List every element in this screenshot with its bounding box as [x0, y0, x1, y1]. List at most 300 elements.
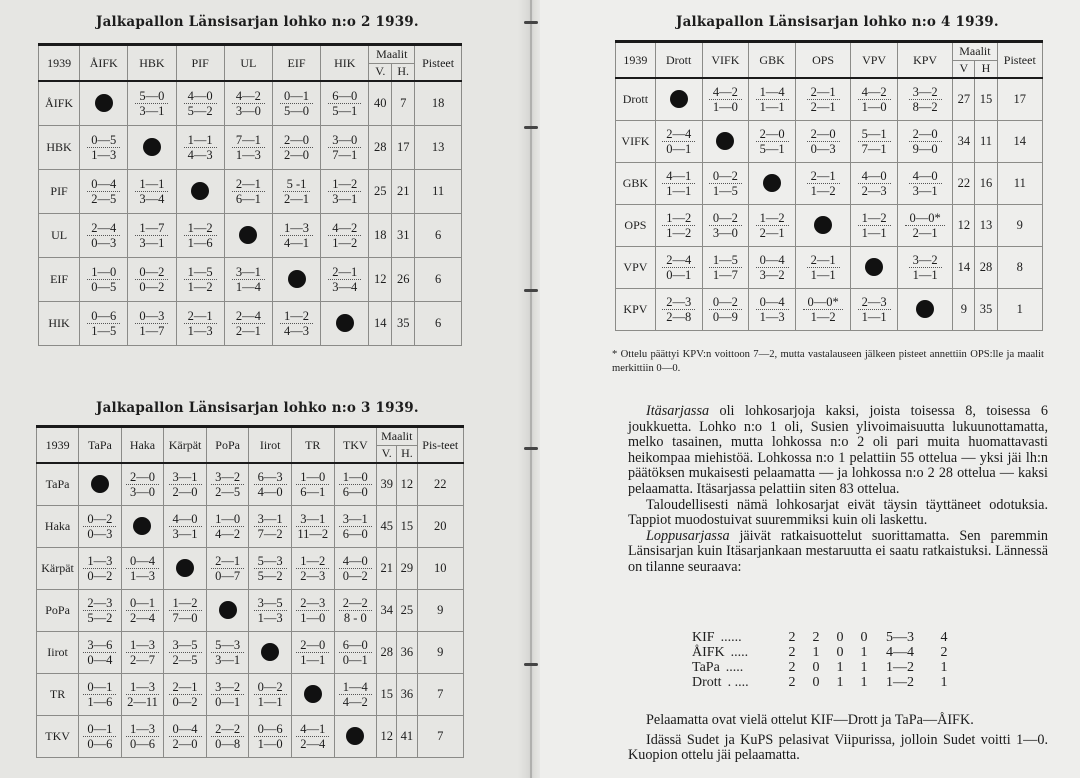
goals-for: 28 — [377, 631, 397, 673]
goals-for-header: V. — [377, 445, 397, 463]
group3-title: Jalkapallon Länsisarjan lohko n:o 3 1939. — [96, 400, 419, 416]
points: 10 — [417, 547, 463, 589]
team-column-header: VPV — [851, 42, 898, 79]
result-cell — [206, 631, 249, 673]
home-score: 0—3 — [135, 309, 168, 324]
result-cell — [176, 213, 224, 257]
home-score: 0—5 — [87, 133, 120, 148]
result-cell — [121, 505, 164, 547]
result-cell — [795, 120, 850, 162]
score-pair — [335, 554, 377, 583]
goals-against: 13 — [975, 204, 997, 246]
score-pair — [177, 309, 224, 338]
points: 6 — [415, 257, 462, 301]
self-match-dot — [143, 138, 161, 156]
score-pair — [164, 596, 206, 625]
goals-for: 15 — [377, 673, 397, 715]
home-score: 1—3 — [280, 221, 313, 236]
score-pair — [851, 211, 897, 240]
home-score: 1—3 — [126, 638, 159, 653]
away-score: 3—1 — [139, 103, 165, 118]
result-cell — [206, 547, 249, 589]
score-pair — [749, 85, 795, 114]
goals-against: 36 — [397, 631, 417, 673]
result-cell — [291, 547, 334, 589]
away-score: 8 - 0 — [343, 610, 367, 625]
result-cell — [334, 673, 377, 715]
team-column-header: ÅIFK — [80, 45, 128, 82]
result-cell — [79, 673, 122, 715]
score-pair — [703, 211, 749, 240]
table-row — [39, 125, 462, 169]
table-row — [39, 301, 462, 345]
binding-mark — [524, 447, 538, 450]
away-score: 2—1 — [284, 191, 310, 206]
self-match-dot — [670, 90, 688, 108]
goals-for: 9 — [953, 288, 975, 330]
home-score: 1—7 — [135, 221, 168, 236]
away-score: 1—5 — [91, 323, 117, 338]
home-score: 2—2 — [339, 596, 372, 611]
team-name: ÅIFK — [692, 645, 725, 660]
row-team-name: HBK — [39, 125, 80, 169]
home-score: 3—6 — [83, 638, 116, 653]
row-team-name: TaPa — [37, 463, 79, 505]
home-score: 2—0 — [126, 470, 159, 485]
result-cell — [655, 162, 702, 204]
away-score: 3—0 — [129, 484, 155, 499]
score-pair — [225, 177, 272, 206]
home-score: 4—0 — [339, 554, 372, 569]
score-pair — [80, 265, 127, 294]
standings-drawn: 0 — [836, 645, 844, 660]
result-cell — [121, 673, 164, 715]
away-score: 1—2 — [332, 235, 358, 250]
row-team-name: KPV — [616, 288, 656, 330]
goals-header: Maalit — [369, 45, 415, 64]
score-pair — [128, 177, 175, 206]
score-pair — [79, 680, 121, 709]
result-cell — [121, 715, 164, 757]
score-pair — [249, 554, 291, 583]
away-score: 3—1 — [172, 526, 198, 541]
away-score: 0—2 — [172, 694, 198, 709]
score-pair — [225, 133, 272, 162]
standings-team — [692, 645, 780, 660]
paragraph — [628, 498, 1048, 529]
result-cell — [80, 81, 128, 125]
away-score: 0—4 — [87, 652, 113, 667]
standings-drawn: 1 — [836, 675, 844, 690]
standings-goals: 1—2 — [886, 660, 914, 675]
goals-for: 39 — [377, 463, 397, 505]
score-pair — [79, 722, 121, 751]
goals-for: 18 — [369, 213, 392, 257]
row-team-name: VIFK — [616, 120, 656, 162]
home-score: 4—2 — [232, 89, 265, 104]
goals-against: 35 — [392, 301, 415, 345]
score-pair — [249, 470, 291, 499]
result-cell — [702, 120, 749, 162]
away-score: 7—1 — [332, 147, 358, 162]
row-team-name: PoPa — [37, 589, 79, 631]
score-pair — [79, 596, 121, 625]
score-pair — [656, 169, 702, 198]
leader-dots: ..... — [725, 660, 744, 675]
home-score: 2—1 — [169, 680, 202, 695]
home-score: 0—2 — [709, 169, 742, 184]
footnote: * Ottelu päättyi KPV:n voittoon 7—2, mutta vastalauseen jälkeen pisteet annettiin OPS:lle ja maalit merkittiin 0—0. — [612, 349, 1044, 374]
table-body — [39, 81, 462, 345]
result-cell — [79, 547, 122, 589]
points: 22 — [417, 463, 463, 505]
home-score: 1—0 — [87, 265, 120, 280]
home-score: 1—4 — [339, 680, 372, 695]
score-pair — [749, 127, 795, 156]
score-pair — [796, 169, 850, 198]
binding-mark — [524, 663, 538, 666]
goals-against-header: H. — [392, 63, 415, 81]
result-cell — [321, 169, 369, 213]
goals-against: 41 — [397, 715, 417, 757]
result-cell — [702, 288, 749, 330]
away-score: 0—6 — [87, 736, 113, 751]
home-score: 3—1 — [296, 512, 329, 527]
away-score: 3—0 — [235, 103, 261, 118]
away-score: 5—2 — [187, 103, 213, 118]
score-pair — [898, 85, 952, 114]
result-cell — [128, 213, 176, 257]
away-score: 1—1 — [861, 225, 887, 240]
result-cell — [176, 81, 224, 125]
away-score: 2—1 — [810, 99, 836, 114]
home-score: 3—2 — [909, 253, 942, 268]
home-score: 2—1 — [232, 177, 265, 192]
standings-goals: 1—2 — [886, 675, 914, 690]
away-score: 2—8 — [666, 309, 692, 324]
result-cell — [334, 715, 377, 757]
home-score: 2—4 — [662, 253, 695, 268]
team-column-header: GBK — [749, 42, 796, 79]
home-score: 4—2 — [328, 221, 361, 236]
table-row — [616, 246, 1043, 288]
result-cell — [128, 125, 176, 169]
score-pair — [273, 221, 320, 250]
away-score: 5—2 — [87, 610, 113, 625]
table-header — [37, 427, 464, 464]
away-score: 2—5 — [172, 652, 198, 667]
goals-header: Maalit — [377, 427, 417, 446]
score-pair — [292, 596, 334, 625]
score-pair — [321, 133, 368, 162]
away-score: 0—1 — [666, 141, 692, 156]
result-cell — [224, 257, 272, 301]
home-score: 1—0 — [296, 470, 329, 485]
away-score: 3—4 — [332, 279, 358, 294]
points: 20 — [417, 505, 463, 547]
goals-header: Maalit — [953, 42, 997, 61]
home-score: 1—4 — [756, 85, 789, 100]
away-score: 11—2 — [297, 526, 329, 541]
result-cell — [749, 162, 796, 204]
table-header — [39, 45, 462, 82]
score-pair — [749, 253, 795, 282]
home-score: 1—3 — [126, 680, 159, 695]
points-header: Pisteet — [997, 42, 1042, 79]
goals-for: 28 — [369, 125, 392, 169]
goals-for: 14 — [369, 301, 392, 345]
score-pair — [249, 512, 291, 541]
home-score: 4—2 — [858, 85, 891, 100]
result-cell — [80, 257, 128, 301]
score-pair — [122, 638, 164, 667]
away-score: 0—8 — [215, 736, 241, 751]
score-pair — [207, 554, 249, 583]
row-team-name: Kärpät — [37, 547, 79, 589]
home-score: 3—0 — [328, 133, 361, 148]
score-pair — [164, 638, 206, 667]
away-score: 3—1 — [215, 652, 241, 667]
group4-table — [615, 40, 1043, 331]
home-score: 4—0 — [909, 169, 942, 184]
team-column-header: TKV — [334, 427, 377, 464]
score-pair — [703, 295, 749, 324]
away-score: 0—1 — [666, 267, 692, 282]
away-score: 0—2 — [87, 568, 113, 583]
result-cell — [897, 120, 952, 162]
prose-main — [628, 404, 1048, 576]
table-header — [616, 42, 1043, 79]
standings-won: 0 — [812, 675, 820, 690]
standings-row — [692, 645, 964, 660]
away-score: 2—3 — [300, 568, 326, 583]
row-team-name: VPV — [616, 246, 656, 288]
result-cell — [702, 246, 749, 288]
score-pair — [128, 221, 175, 250]
home-score: 0—4 — [87, 177, 120, 192]
away-score: 2—5 — [91, 191, 117, 206]
standings-points: 1 — [940, 660, 948, 675]
team-column-header: PIF — [176, 45, 224, 82]
home-score: 2—1 — [807, 253, 840, 268]
home-score: 4—0 — [184, 89, 217, 104]
home-score: 1—2 — [169, 596, 202, 611]
score-pair — [321, 177, 368, 206]
result-cell — [224, 213, 272, 257]
paragraph — [628, 404, 1048, 498]
score-pair — [292, 638, 334, 667]
away-score: 3—4 — [139, 191, 165, 206]
away-score: 2—0 — [284, 147, 310, 162]
header-row — [616, 42, 1043, 61]
result-cell — [224, 301, 272, 345]
score-pair — [273, 89, 320, 118]
goals-against-header: H. — [397, 445, 417, 463]
self-match-dot — [239, 226, 257, 244]
score-pair — [225, 309, 272, 338]
standings-played: 2 — [788, 630, 796, 645]
home-score: 0—1 — [126, 596, 159, 611]
result-cell — [334, 547, 377, 589]
paragraph: Pelaamatta ovat vielä ottelut KIF—Drott ja TaPa—ÅIFK. — [646, 712, 974, 728]
home-score: 6—0 — [328, 89, 361, 104]
standings-row — [692, 660, 964, 675]
score-pair — [851, 169, 897, 198]
group4-title: Jalkapallon Länsisarjan lohko n:o 4 1939. — [676, 14, 999, 30]
result-cell — [334, 589, 377, 631]
result-cell — [851, 204, 898, 246]
goals-for: 27 — [953, 78, 975, 120]
away-score: 6—1 — [235, 191, 261, 206]
result-cell — [224, 125, 272, 169]
score-pair — [207, 638, 249, 667]
goals-against: 31 — [392, 213, 415, 257]
result-cell — [249, 715, 292, 757]
score-pair — [292, 470, 334, 499]
result-cell — [128, 81, 176, 125]
standings-team — [692, 660, 780, 675]
away-score: 0—6 — [129, 736, 155, 751]
away-score: 1—1 — [861, 309, 887, 324]
result-cell — [272, 213, 320, 257]
team-column-header: TaPa — [79, 427, 122, 464]
home-score: 0—1 — [83, 722, 116, 737]
row-team-name: ÅIFK — [39, 81, 80, 125]
result-cell — [272, 169, 320, 213]
team-name: KIF — [692, 630, 715, 645]
result-cell — [291, 631, 334, 673]
standings-drawn: 0 — [836, 630, 844, 645]
table-row — [616, 204, 1043, 246]
away-score: 1—0 — [712, 99, 738, 114]
team-column-header: HBK — [128, 45, 176, 82]
home-score: 2—0 — [807, 127, 840, 142]
away-score: 4—2 — [215, 526, 241, 541]
row-team-name: OPS — [616, 204, 656, 246]
row-team-name: Iirot — [37, 631, 79, 673]
away-score: 3—2 — [759, 267, 785, 282]
score-pair — [207, 512, 249, 541]
result-cell — [164, 463, 207, 505]
score-pair — [80, 177, 127, 206]
score-pair — [80, 221, 127, 250]
score-pair — [207, 680, 249, 709]
result-cell — [164, 589, 207, 631]
result-cell — [897, 78, 952, 120]
result-cell — [164, 505, 207, 547]
self-match-dot — [95, 94, 113, 112]
away-score: 4—3 — [284, 323, 310, 338]
goals-for-header: V. — [369, 63, 392, 81]
result-cell — [224, 169, 272, 213]
goals-against: 15 — [397, 505, 417, 547]
result-cell — [79, 631, 122, 673]
score-pair — [749, 295, 795, 324]
score-pair — [898, 169, 952, 198]
result-cell — [121, 463, 164, 505]
result-cell — [249, 505, 292, 547]
score-pair — [128, 265, 175, 294]
away-score: 1—1 — [666, 183, 692, 198]
result-cell — [249, 673, 292, 715]
away-score: 3—1 — [912, 183, 938, 198]
result-cell — [206, 673, 249, 715]
result-cell — [249, 547, 292, 589]
result-cell — [851, 288, 898, 330]
home-score: 6—3 — [254, 470, 287, 485]
year-header: 1939 — [37, 427, 79, 464]
home-score: 0—2 — [135, 265, 168, 280]
table-row — [39, 257, 462, 301]
self-match-dot — [336, 314, 354, 332]
self-match-dot — [288, 270, 306, 288]
standings-points: 4 — [940, 630, 948, 645]
score-pair — [898, 253, 952, 282]
points: 9 — [417, 589, 463, 631]
team-name: TaPa — [692, 660, 720, 675]
result-cell — [321, 125, 369, 169]
team-column-header: Drott — [655, 42, 702, 79]
score-pair — [177, 89, 224, 118]
score-pair — [273, 309, 320, 338]
goals-for: 14 — [953, 246, 975, 288]
result-cell — [164, 715, 207, 757]
score-pair — [898, 127, 952, 156]
table-row — [39, 213, 462, 257]
goals-against: 7 — [392, 81, 415, 125]
result-cell — [291, 715, 334, 757]
score-pair — [122, 680, 164, 709]
score-pair — [128, 89, 175, 118]
row-team-name: EIF — [39, 257, 80, 301]
score-pair — [851, 127, 897, 156]
score-pair — [851, 85, 897, 114]
home-score: 1—2 — [756, 211, 789, 226]
away-score: 0—1 — [215, 694, 241, 709]
result-cell — [334, 505, 377, 547]
table-row — [37, 463, 464, 505]
home-score: 2—0 — [296, 638, 329, 653]
away-score: 1—4 — [235, 279, 261, 294]
table-row — [616, 288, 1043, 330]
result-cell — [176, 301, 224, 345]
away-score: 4—2 — [342, 694, 368, 709]
score-pair — [80, 309, 127, 338]
emphasis: Itäsarjassa — [646, 403, 710, 419]
home-score: 0—4 — [169, 722, 202, 737]
score-pair — [79, 554, 121, 583]
goals-for: 45 — [377, 505, 397, 547]
home-score: 2—3 — [296, 596, 329, 611]
paragraph-text: jäivät ratkaisuottelut suorittamatta. Sen paremmin Länsisarjan kuin Itäsarjankaan mestaruutta ei saatu ratkaistuksi. Lännessä on tilanne seuraava: — [628, 527, 1048, 575]
score-pair — [656, 211, 702, 240]
home-score: 2—1 — [184, 309, 217, 324]
home-score: 1—5 — [709, 253, 742, 268]
standings-lost: 1 — [860, 660, 868, 675]
score-pair — [749, 211, 795, 240]
row-team-name: HIK — [39, 301, 80, 345]
standings-team — [692, 630, 780, 645]
team-column-header: HIK — [321, 45, 369, 82]
team-name: Drott — [692, 675, 722, 690]
goals-against: 11 — [975, 120, 997, 162]
result-cell — [851, 246, 898, 288]
goals-against: 17 — [392, 125, 415, 169]
away-score: 5—1 — [332, 103, 358, 118]
result-cell — [897, 204, 952, 246]
away-score: 1—3 — [187, 323, 213, 338]
score-pair — [225, 265, 272, 294]
